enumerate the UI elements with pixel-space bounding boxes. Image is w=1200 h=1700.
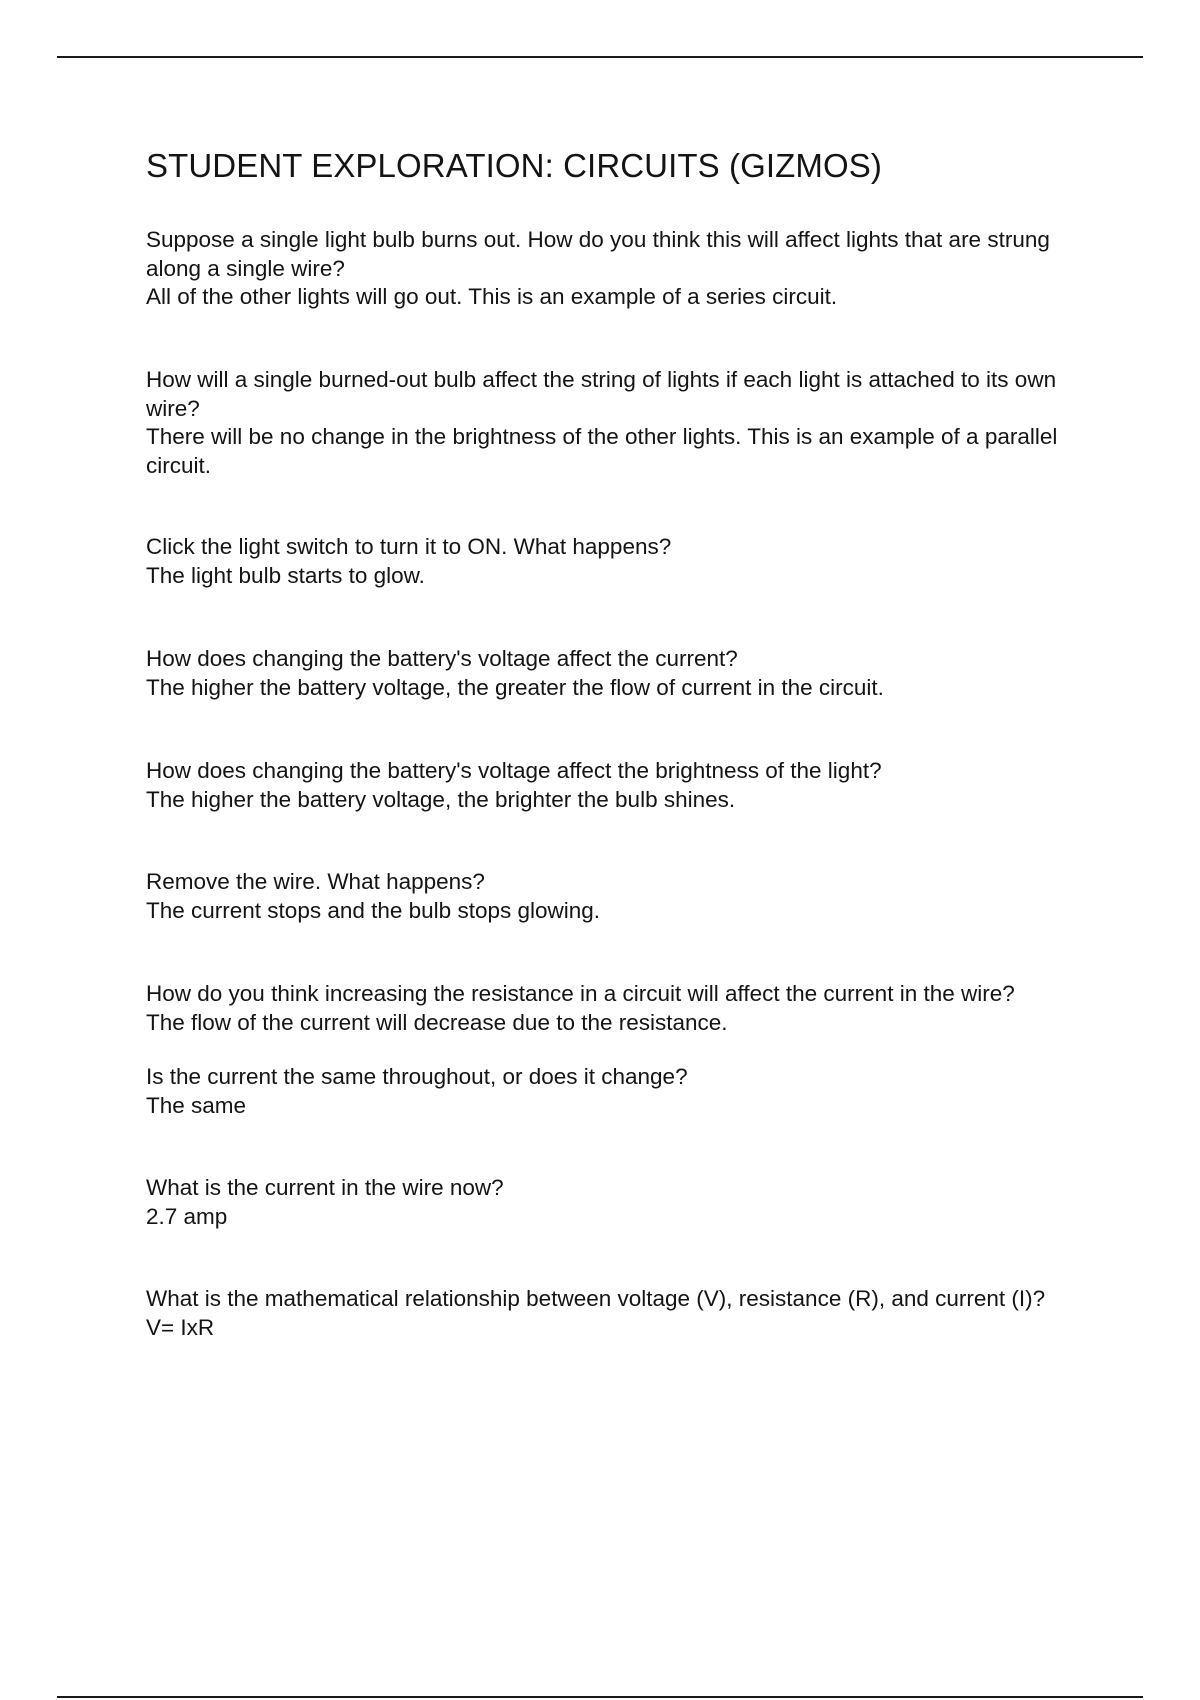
answer-text: The higher the battery voltage, the greater the flow of current in the circuit. <box>146 674 884 700</box>
answer-text: The flow of the current will decrease due to the resistance. <box>146 1009 728 1035</box>
answer-text: The current stops and the bulb stops glowing. <box>146 897 601 923</box>
qa-item <box>146 980 1086 1037</box>
question-text: Suppose a single light bulb burns out. How do you think this will affect lights that are strung along a single wire? <box>146 227 1050 281</box>
qa-item <box>146 645 1086 702</box>
question-text: Remove the wire. What happens? <box>146 869 485 894</box>
question-text: How will a single burned-out bulb affect the string of lights if each light is attached to its own wire? <box>146 367 1057 421</box>
question-text: What is the current in the wire now? <box>146 1175 504 1200</box>
question-text: How does changing the battery's voltage affect the brightness of the light? <box>146 758 882 783</box>
qa-item <box>146 868 1086 925</box>
bottom-rule <box>57 1696 1143 1698</box>
answer-text: The light bulb starts to glow. <box>146 562 425 588</box>
qa-item <box>146 533 1086 590</box>
question-text: How do you think increasing the resistance in a circuit will affect the current in the wire? <box>146 981 1015 1006</box>
qa-item <box>146 1285 1086 1342</box>
qa-item <box>146 366 1086 480</box>
question-text: Click the light switch to turn it to ON. What happens? <box>146 534 672 559</box>
question-text: How does changing the battery's voltage affect the current? <box>146 646 738 671</box>
answer-text: 2.7 amp <box>146 1203 228 1229</box>
qa-item <box>146 226 1086 312</box>
top-rule <box>57 56 1143 58</box>
qa-item <box>146 1063 1086 1120</box>
answer-text: The same <box>146 1092 247 1118</box>
answer-text: V= IxR <box>146 1314 215 1340</box>
qa-item <box>146 1174 1086 1231</box>
question-text: Is the current the same throughout, or does it change? <box>146 1064 688 1089</box>
answer-text: All of the other lights will go out. This is an example of a series circuit. <box>146 284 838 309</box>
qa-item <box>146 757 1086 814</box>
question-text: What is the mathematical relationship between voltage (V), resistance (R), and current (I)? <box>146 1286 1046 1311</box>
answer-text: There will be no change in the brightness of the other lights. This is an example of a parallel circuit. <box>146 424 1058 478</box>
answer-text: The higher the battery voltage, the brighter the bulb shines. <box>146 786 736 812</box>
document-body <box>146 144 1086 1340</box>
page-title: STUDENT EXPLORATION: CIRCUITS (GIZMOS) <box>146 147 882 184</box>
